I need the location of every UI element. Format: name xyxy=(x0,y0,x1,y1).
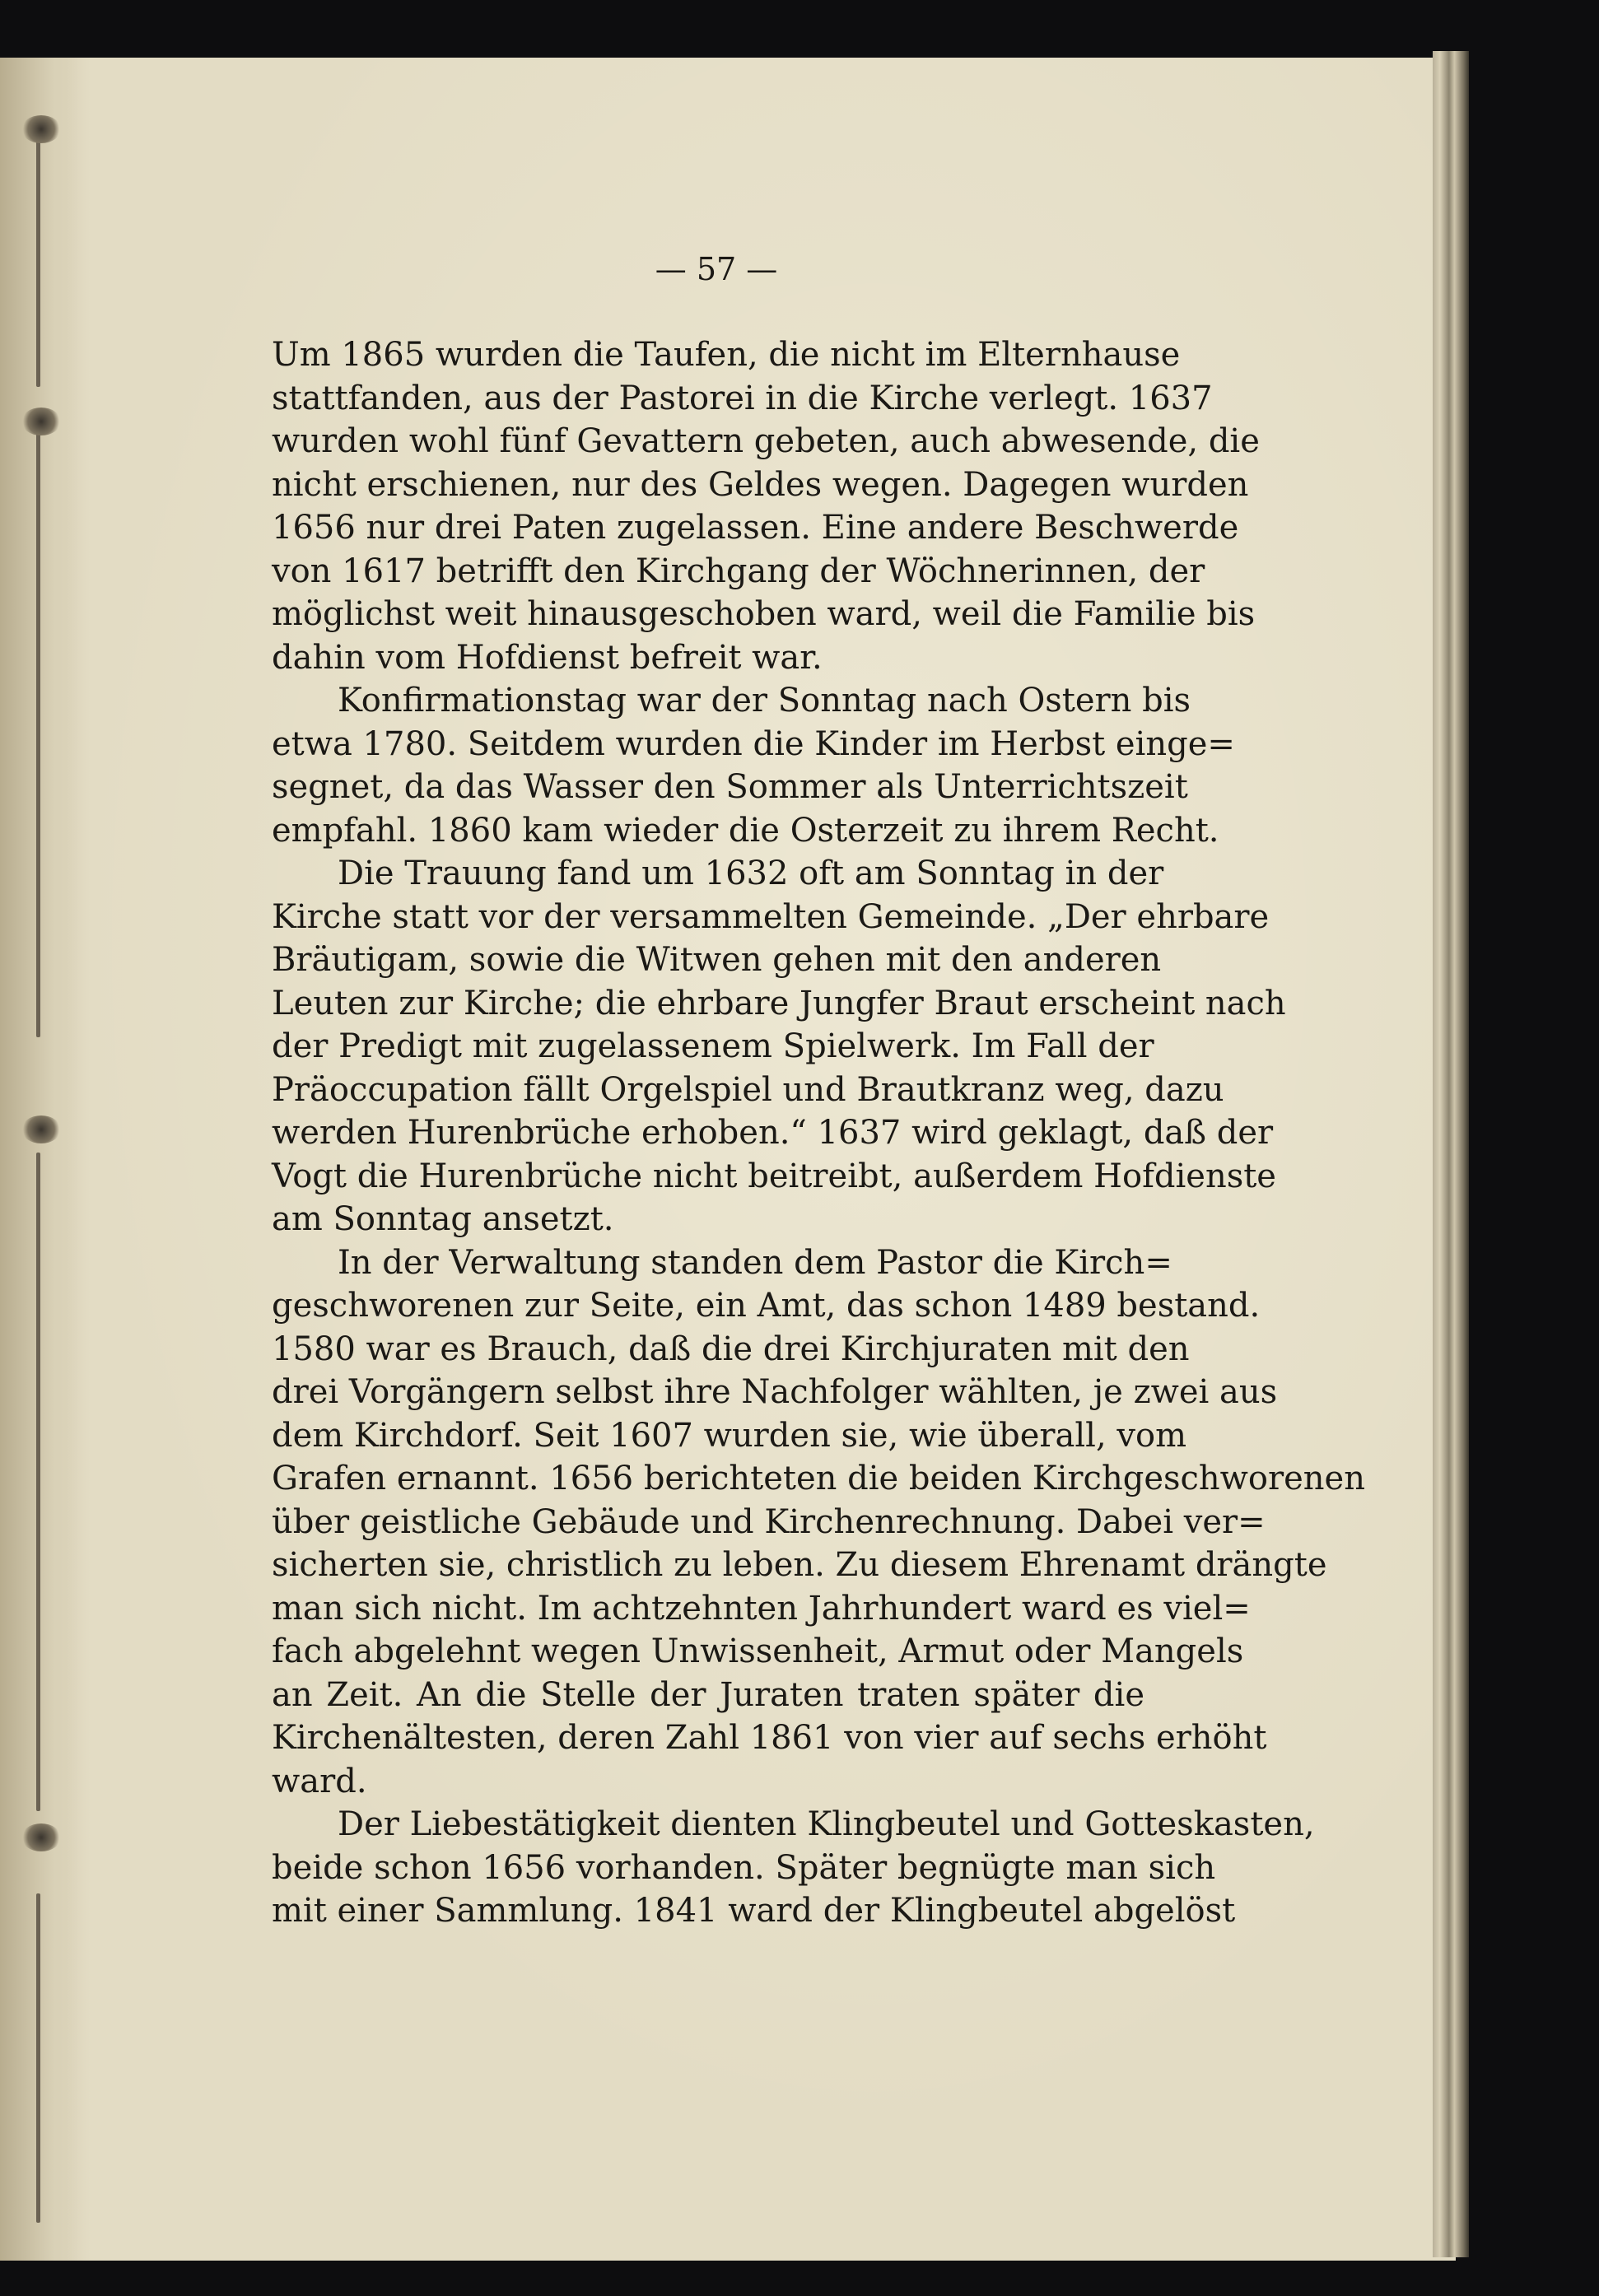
text-line: sicherten sie, christlich zu leben. Zu diesem Ehrenamt drängte xyxy=(272,1546,1327,1584)
text-line: dem Kirchdorf. Seit 1607 wurden sie, wie überall, vom xyxy=(272,1416,1187,1455)
text-line: Präoccupation fällt Orgelspiel und Brautkranz weg, dazu xyxy=(272,1070,1224,1109)
text-line: werden Hurenbrüche erhoben.“ 1637 wird geklagt, daß der xyxy=(272,1114,1274,1152)
page-number: — 57 — xyxy=(655,251,778,287)
text-line: wurden wohl fünf Gevattern gebeten, auch abwesende, die xyxy=(272,422,1260,460)
text-line: empfahl. 1860 kam wieder die Osterzeit zu ihrem Recht. xyxy=(272,811,1219,850)
text-line: der Predigt mit zugelassenem Spielwerk. Im Fall der xyxy=(272,1027,1154,1065)
binding-stitch xyxy=(21,1115,61,1143)
text-line: Bräutigam, sowie die Witwen gehen mit den anderen xyxy=(272,941,1162,979)
binding-thread xyxy=(36,123,40,387)
text-line: drei Vorgängern selbst ihre Nachfolger wählten, je zwei aus xyxy=(272,1373,1278,1411)
text-line: mit einer Sammlung. 1841 ward der Klingbeutel abgelöst xyxy=(272,1892,1236,1930)
body-text xyxy=(272,333,1365,1933)
text-line: von 1617 betrifft den Kirchgang der Wöchnerinnen, der xyxy=(272,552,1205,590)
binding-thread xyxy=(36,428,40,1037)
text-line: man sich nicht. Im achtzehnten Jahrhundert ward es viel= xyxy=(272,1589,1251,1628)
text-line: Leuten zur Kirche; die ehrbare Jungfer Braut erscheint nach xyxy=(272,984,1286,1022)
binding-stitch xyxy=(21,115,61,143)
text-line: möglichst weit hinausgeschoben ward, weil die Familie bis xyxy=(272,595,1256,633)
text-line: Um 1865 wurden die Taufen, die nicht im Elternhause xyxy=(272,336,1181,374)
binding-thread xyxy=(36,1893,40,2223)
text-line: nicht erschienen, nur des Geldes wegen. Dagegen wurden xyxy=(272,465,1249,504)
text-line: ward. xyxy=(272,1762,367,1800)
text-line: Kirchenältesten, deren Zahl 1861 von vier auf sechs erhöht xyxy=(272,1719,1267,1757)
text-line: segnet, da das Wasser den Sommer als Unterrichtszeit xyxy=(272,768,1188,806)
text-line: beide schon 1656 vorhanden. Später begnügte man sich xyxy=(272,1848,1216,1887)
page-edge-stack xyxy=(1433,51,1469,2257)
text-line: geschworenen zur Seite, ein Amt, das schon 1489 bestand. xyxy=(272,1287,1261,1325)
text-line: dahin vom Hofdienst befreit war. xyxy=(272,638,823,677)
text-line: Kirche statt vor der versammelten Gemeinde. „Der ehrbare xyxy=(272,897,1270,936)
text-line: 1656 nur drei Paten zugelassen. Eine andere Beschwerde xyxy=(272,509,1239,547)
text-line: Vogt die Hurenbrüche nicht beitreibt, außerdem Hofdienste xyxy=(272,1157,1276,1195)
text-line: 1580 war es Brauch, daß die drei Kirchjuraten mit den xyxy=(272,1330,1190,1368)
text-line: In der Verwaltung standen dem Pastor die Kirch= xyxy=(338,1243,1172,1282)
text-line: fach abgelehnt wegen Unwissenheit, Armut oder Mangels xyxy=(272,1632,1244,1670)
text-line: über geistliche Gebäude und Kirchenrechnung. Dabei ver= xyxy=(272,1502,1266,1541)
text-line: Grafen ernannt. 1656 berichteten die beiden Kirchgeschworenen xyxy=(272,1460,1365,1497)
binding-thread xyxy=(36,1153,40,1811)
text-line: am Sonntag ansetzt. xyxy=(272,1200,614,1238)
text-line: Konfirmationstag war der Sonntag nach Ostern bis xyxy=(338,682,1191,720)
binding-stitch xyxy=(21,1823,61,1851)
text-line: stattfanden, aus der Pastorei in die Kirche verlegt. 1637 xyxy=(272,379,1213,417)
text-line: Die Trauung fand um 1632 oft am Sonntag in der xyxy=(338,855,1164,892)
text-line: an Zeit. An die Stelle der Juraten traten später die xyxy=(272,1675,1144,1714)
text-line: Der Liebestätigkeit dienten Klingbeutel und Gotteskasten, xyxy=(338,1805,1315,1843)
text-line: etwa 1780. Seitdem wurden die Kinder im Herbst einge= xyxy=(272,724,1235,763)
binding-stitch xyxy=(21,408,61,435)
